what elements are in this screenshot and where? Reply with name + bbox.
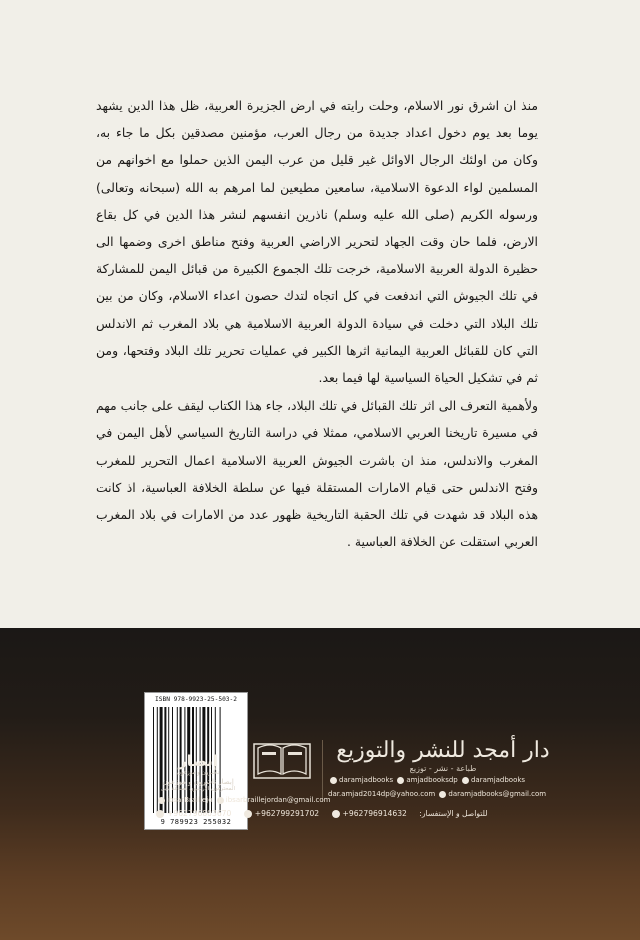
contact-label: للتواصل و الإستفسار:: [419, 809, 488, 818]
publisher-brand: [336, 736, 550, 773]
phone-3: +962796914632: [332, 809, 407, 818]
whatsapp-icon: [156, 810, 164, 818]
publisher-logo-name: دار أمجد للنشر والتوزيع: [336, 738, 550, 763]
ibsar-tagline: المحترفون الأردنيون لصناعة بايل: [160, 786, 236, 792]
bottom-band: [0, 628, 640, 940]
whatsapp-icon: [332, 810, 340, 818]
ibsar-facebook-icon: [158, 797, 165, 804]
phone-row: [156, 809, 546, 818]
isbn-label: ISBN 978-9923-25-503-2: [155, 696, 237, 703]
open-book-icon: [248, 736, 316, 786]
ibsar-name: إبصار ناشرون و موزعون: [162, 778, 234, 786]
email-yahoo: dar.amjad2014dp@yahoo.com: [328, 790, 436, 798]
phone-2: +962799291702: [244, 809, 319, 818]
whatsapp-icon: [244, 810, 252, 818]
paragraph-2: ولأهمية التعرف الى اثر تلك القبائل في تلك البلاد، جاء هذا الكتاب ليقف على جانب مهم في مسيرة تاريخنا العربي الاسلامي، ممثلا في دراسة التاريخ السياسي لأهل اليمن في المغرب والاندلس، منذ ان باشرت الجيوش العربية الاسلامية اعمال التحرير للمغرب وفتح الاندلس حتى قيام الامارات المستقلة فيها عن سلطة الخلافة العباسية، اذ كانت هذه البلاد قد شهدت في تلك الحقبة التاريخية ظهور عدد من الامارات في بلاد المغرب العربي استقلت عن الخلافة العباسية .: [96, 398, 538, 550]
twitter-handle: daramjadbooks: [470, 776, 526, 784]
twitter-icon: [462, 777, 469, 784]
publisher-email-row: [328, 790, 546, 798]
publisher-social-row: [328, 776, 525, 784]
email-icon: [439, 791, 446, 798]
ibsar-brand: [152, 752, 244, 792]
phone-1: +962796803670: [156, 809, 231, 818]
instagram-handle: amjadbooksdp: [406, 776, 458, 784]
email-gmail: daramjadbooks@gmail.com: [448, 790, 547, 798]
facebook-icon: [330, 777, 337, 784]
body-text: [96, 92, 538, 555]
brand-divider: [322, 740, 323, 802]
ibsar-facebook: ibsarBraillejo: [167, 796, 213, 804]
instagram-icon: [397, 777, 404, 784]
ibsar-email: ibsarbraillejordan@gmail.com: [225, 796, 331, 804]
ibsar-sub: ناشرون و موزعون: [176, 770, 220, 776]
paragraph-1: منذ ان اشرق نور الاسلام، وحلت رايته في ارض الجزيرة العربية، ظل هذا الدين يشهد يوما بعد يوم دخول اعداد جديدة من رجال العرب، مؤمنين مصدقين بكل ما جاء به، وكان من اولئك الرجال الاوائل غير قليل من عرب اليمن الذين حملوا مع اخوانهم من المسلمين لواء الدعوة الاسلامية، سامعين مطيعين لما امرهم به الله (سبحانه وتعالى) ورسوله الكريم (صلى الله عليه وسلم) ناذرين انفسهم لنشر هذا الدين في كل بقاع الارض، فلما حان وقت الجهاد لتحرير الاراضي العربية وفتح مناطق اخرى وضمها الى حظيرة الدولة العربية الاسلامية، خرجت تلك الجموع الكبيرة من قبائل اليمن للمشاركة في تلك الجيوش التي اندفعت في كل اتجاه لتدك حصون اعداء الاسلام، وكان من بين تلك البلاد التي دخلت في سيادة الدولة العربية الاسلامية هي بلاد المغرب ثم الاندلس التي كان للقبائل العربية اليمانية اثرها الكبير في عمليات تحرير تلك البلاد وفتحها، ومن ثم في تشكيل الحياة السياسية لها فيما بعد.: [96, 98, 538, 386]
facebook-handle: daramjadbooks: [339, 776, 394, 784]
ibsar-logo: إبصار: [178, 752, 218, 770]
ibsar-email-icon: [217, 797, 224, 804]
ibsar-social-row: [156, 796, 331, 804]
publisher-tagline: طباعة - نشر - توزيع: [409, 764, 477, 773]
barcode-digits: 9 789923 255032: [160, 818, 232, 826]
